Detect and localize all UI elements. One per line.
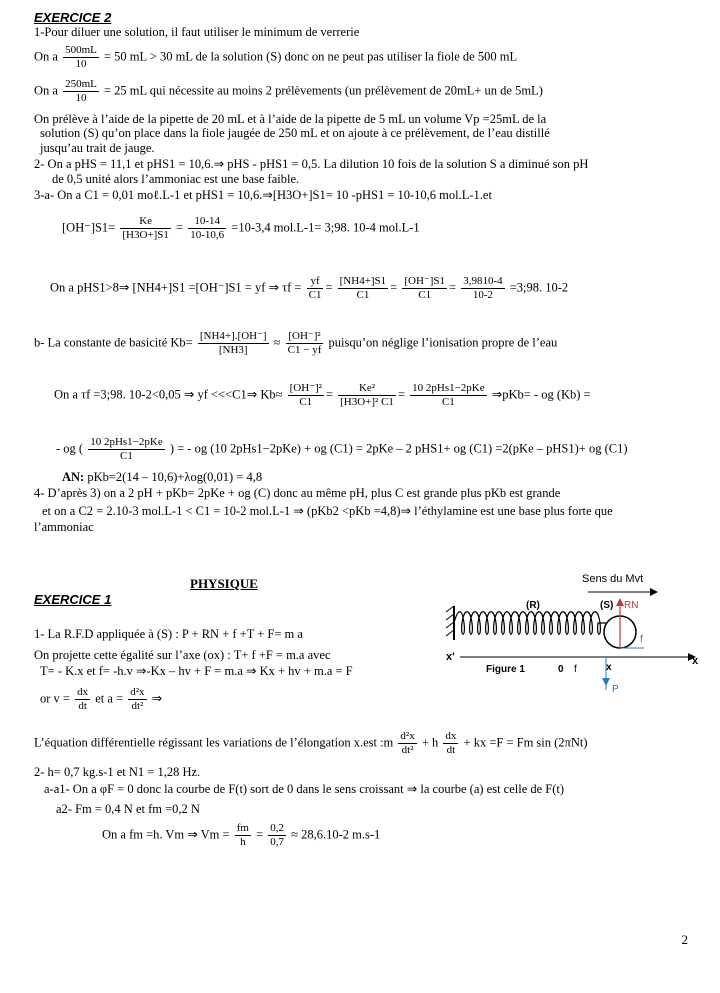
solid-label: (S)	[600, 600, 614, 611]
an-line	[62, 470, 262, 485]
f-label: f	[640, 634, 643, 645]
a2-line: a2- Fm = 0,4 N et fm =0,2 N	[56, 802, 200, 816]
figure-1-diagram	[440, 568, 700, 700]
procedure-line-3: jusqu’au trait de jauge.	[40, 141, 155, 155]
figure-caption: Figure 1	[486, 664, 525, 675]
projection-line: On projette cette égalité sur l’axe (ox) : T+ f +F = m.a avec	[34, 648, 331, 662]
frac-ke2: $\frac{\text{Ke²}}{\text{[H3O+]² C1}}$	[340, 382, 394, 408]
log-result: ) = - og (10 2pHs1−2pKe) + og (C1) = 2pKe – 2 pHS1+ og (C1) =2(pKe – pHS1)+ og (C1)	[169, 441, 628, 456]
on-a-label: On a	[34, 83, 58, 98]
rn-arrowhead	[616, 598, 624, 606]
frac-nh4-c1: $\frac{[NH4+]S1}{C1}$	[339, 275, 387, 301]
sens-arrowhead	[650, 588, 658, 596]
forces-line: T= - K.x et f= -h.v ⇒-Kx – hv + F = m.a ⇒ Kx + hv + m.a = F	[40, 664, 353, 678]
q1-intro: 1-Pour diluer une solution, il faut utiliser le minimum de verrerie	[34, 25, 360, 39]
dilution-line-1	[34, 44, 517, 71]
tau-lhs: On a τf =3;98. 10-2<0,05 ⇒ yf <<<C1⇒ Kb≈	[54, 387, 283, 402]
q2-physique: 2- h= 0,7 kg.s-1 et N1 = 1,28 Hz.	[34, 765, 201, 779]
q2-line-2: de 0,5 unité alors l’ammoniac est une base faible.	[52, 172, 300, 186]
implies: ⇒	[151, 691, 163, 706]
a-label: et a =	[95, 691, 124, 706]
frac-10pow: $\frac{\text{10 2pHs1−2pKe}}{C1}$	[412, 382, 485, 408]
an-label: AN:	[62, 470, 85, 484]
frac-oh-c1: $\frac{[OH^-]S1}{C1}$	[404, 275, 446, 301]
eq-rest: + kx =F = Fm sin (2πNt)	[463, 735, 588, 750]
frac-kb: $\frac{[NH4+].[OH^-]}{[NH3]}$	[199, 330, 267, 356]
equals: =	[256, 827, 264, 842]
rfd-line: 1- La R.F.D appliquée à (S) : P + RN + f +T + F= m a	[34, 627, 303, 641]
frac-02-07: $\frac{0,2}{0,7}$	[270, 822, 285, 848]
procedure-line-2: solution (S) qu’on place dans la fiole jaugée de 250 mL et on ajoute à ce prélèvement, de l’eau distillé	[40, 126, 550, 140]
oh-result: =10-3,4 mol.L-1= 3;98. 10-4 mol.L-1	[231, 220, 420, 235]
q4-line-3: l’ammoniac	[34, 520, 94, 534]
fraction-250ml: $\frac{250mL}{10}$	[65, 78, 97, 104]
frac-d2x-dt2: $\frac{\text{d²x}}{\text{dt²}}$	[130, 686, 145, 712]
spring	[454, 612, 606, 635]
exercise-2-title: EXERCICE 2	[34, 10, 112, 25]
differential-equation	[34, 730, 588, 757]
v-label: or v =	[40, 691, 70, 706]
p-label: P	[612, 684, 619, 695]
eq-text: L’équation différentielle régissant les variations de l’élongation x.est :m	[34, 735, 394, 750]
procedure-line-1: On prélève à l’aide de la pipette de 20 mL et à l’aide de la pipette de 5 mL un volume Vp =25mL de la	[34, 112, 547, 126]
vm-result: ≈ 28,6.10-2 m.s-1	[291, 827, 381, 842]
nh4-result: =3;98. 10-2	[509, 280, 569, 295]
eq-h: + h	[421, 735, 439, 750]
kb-lhs: b- La constante de basicité Kb=	[34, 335, 193, 350]
vm-text: On a fm =h. Vm ⇒ Vm =	[102, 827, 230, 842]
on-a-label: On a	[34, 49, 58, 64]
frac-kb2: $\frac{\text{[OH⁻]²}}{C1 - yf}$	[287, 330, 322, 356]
x-prime-label: x'	[446, 651, 455, 663]
x-label: x	[692, 655, 699, 667]
frac-log: $\frac{\text{10 2pHs1−2pKe}}{C1}$	[90, 436, 163, 462]
sens-du-mvt-label: Sens du Mvt	[582, 573, 644, 585]
frac-1014: $\frac{10-14}{10-10,6}$	[190, 215, 225, 241]
kb-comment: puisqu’on néglige l’ionisation propre de l’eau	[328, 335, 558, 350]
f-axis-label: f	[574, 664, 577, 675]
oh-equation: [OH⁻]S1= $\frac{Ke}{[H3O+]S1}$ = $\frac{10-14}{10-10,6}$ =10-3,4 mol.L-1= 3;98. 10-4 mol.L-1	[62, 215, 420, 241]
log-equation	[56, 436, 627, 463]
frac-eq-d2x: $\frac{\text{d²x}}{\text{dt²}}$	[400, 730, 415, 756]
x-position-label: x	[606, 662, 612, 673]
exercise-1-title: EXERCICE 1	[34, 592, 112, 607]
v-a-definition	[40, 686, 162, 713]
log-lhs: - og (	[56, 441, 84, 456]
an-value: pKb=2(14 – 10,6)+λog(0,01) = 4,8	[87, 470, 263, 484]
tau-result: ⇒pKb= - og (Kb) =	[491, 387, 591, 402]
physique-heading: PHYSIQUE	[190, 576, 258, 591]
oh-lhs: [OH⁻]S1=	[62, 220, 116, 235]
frac-oh2-c1: $\frac{\text{[OH⁻]²}}{C1}$	[289, 382, 322, 408]
frac-ke-h3o: $\frac{Ke}{[H3O+]S1}$	[122, 215, 169, 241]
dilution-line-2-text: = 25 mL qui nécessite au moins 2 prélèvements (un prélèvement de 20mL+ un de 5mL)	[103, 83, 543, 98]
frac-yf-c1: $\frac{yf}{C1}$	[308, 275, 322, 301]
tau-equation: On a τf =3;98. 10-2<0,05 ⇒ yf <<<C1⇒ Kb≈ $\frac{\text{[OH⁻]²}}{C1}$ = $\frac{\text{Ke²}}{\text{[H3O+]² C1}}$ = $\frac{\text{10 2pHs1−2pKe}}{C1}$ ⇒pKb= - og (Kb) =	[54, 382, 591, 408]
dilution-line-1-text: = 50 mL > 30 mL de la solution (S) donc on ne peut pas utiliser la fiole de 500 mL	[103, 49, 518, 64]
frac-fm-h: $\frac{fm}{h}$	[236, 822, 249, 848]
frac-dx-dt: $\frac{dx}{dt}$	[77, 686, 89, 712]
q2-line-1: 2- On a pHS = 11,1 et pHS1 = 10,6.⇒ pHS - pHS1 = 0,5. La dilution 10 fois de la solution S a diminué son pH	[34, 157, 589, 171]
frac-398: $\frac{3,9810-4}{10-2}$	[463, 275, 503, 301]
kb-definition	[34, 330, 557, 357]
nh4-lhs: On a pHS1>8⇒ [NH4+]S1 =[OH⁻]S1 = yf ⇒ τf =	[50, 280, 302, 295]
fraction-500ml: $\frac{500mL}{10}$	[65, 44, 97, 70]
dilution-line-2	[34, 78, 543, 105]
nh4-equation: On a pHS1>8⇒ [NH4+]S1 =[OH⁻]S1 = yf ⇒ τf = $\frac{yf}{C1}$ = $\frac{[NH4+]S1}{C1}$ = $\frac{[OH^-]S1}{C1}$ = $\frac{3,9810-4}{10-2}$ =3;98. 10-2	[50, 275, 569, 301]
vm-equation	[102, 822, 380, 849]
page-number: 2	[681, 932, 688, 947]
p-arrowhead	[602, 678, 610, 686]
q4-line-2: et on a C2 = 2.10-3 mol.L-1 < C1 = 10-2 mol.L-1 ⇒ (pKb2 <pKb =4,8)⇒ l’éthylamine est une base plus forte que	[42, 504, 613, 518]
wall-hatching	[446, 606, 454, 636]
a1-line: a-a1- On a φF = 0 donc la courbe de F(t) sort de 0 dans le sens croissant ⇒ la courbe (a) est celle de F(t)	[44, 782, 565, 796]
q4-line-1: 4- D’après 3) on a 2 pH + pKb= 2pKe + og (C) donc au même pH, plus C est grande plus pKb est grande	[34, 486, 561, 500]
rn-label: RN	[624, 600, 639, 611]
spring-label: (R)	[526, 600, 540, 611]
origin-label: 0	[558, 664, 564, 675]
approx-sign: ≈	[273, 335, 281, 350]
q3a-line: 3-a- On a C1 = 0,01 moℓ.L-1 et pHS1 = 10,6.⇒[H3O+]S1= 10 -pHS1 = 10-10,6 mol.L-1.et	[34, 188, 492, 202]
frac-eq-dx: $\frac{dx}{dt}$	[445, 730, 457, 756]
